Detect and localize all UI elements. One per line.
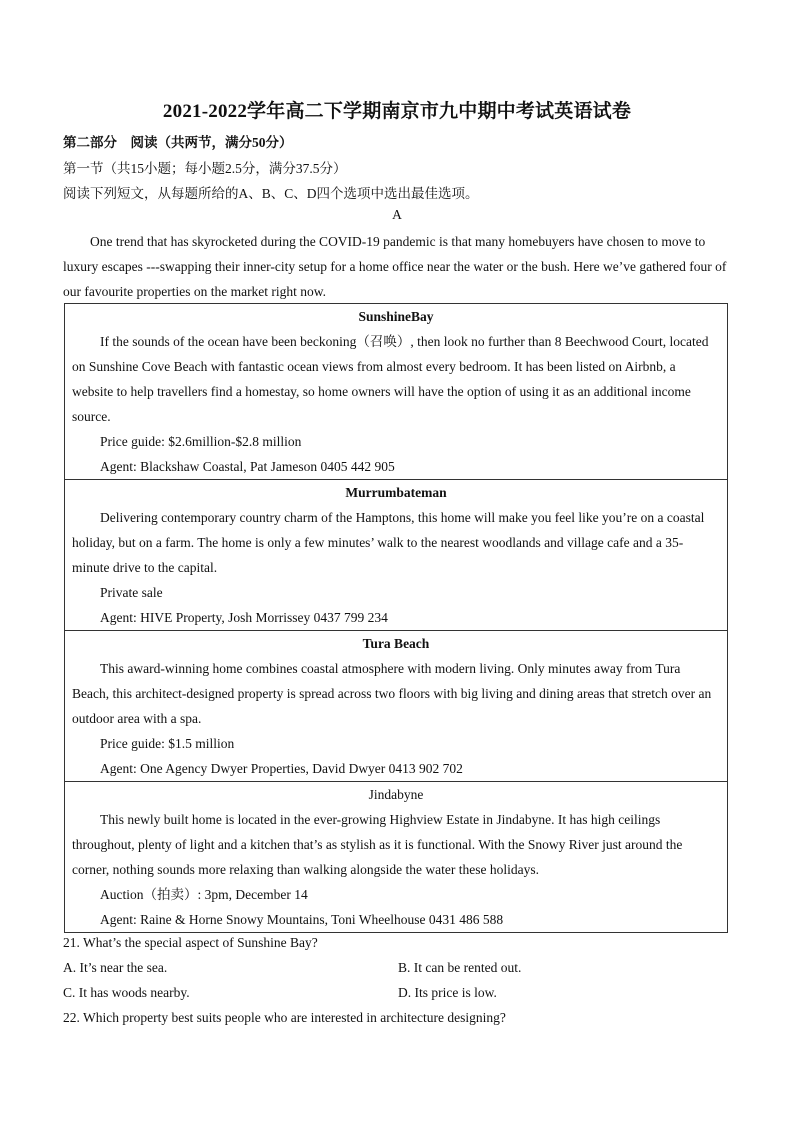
subsection-title: 第一节（共15小题；每小题2.5分，满分37.5分） <box>63 161 347 176</box>
property-name: Murrumbateman <box>345 485 447 500</box>
property-agent: Agent: Blackshaw Coastal, Pat Jameson 0405 442 905 <box>100 459 395 474</box>
exam-title: 2021-2022学年高二下学期南京市九中期中考试英语试卷 <box>162 101 632 122</box>
property-price: Price guide: $1.5 million <box>100 736 235 751</box>
property-description: This newly built home is located in the ever-growing Highview Estate in Jindabyne. It has high ceilings throughout, plenty of light and a kitchen that’s as stylish as it is functional. With the Snowy River just around the corner, nothing sounds more relaxing than walking alongside the water these holidays. <box>72 812 683 877</box>
question-21-option-c: C. It has woods nearby. <box>63 985 190 1000</box>
property-price: Price guide: $2.6million-$2.8 million <box>100 434 302 449</box>
property-description: If the sounds of the ocean have been beckoning（召唤）, then look no further than 8 Beechwood Court, located on Sunshine Cove Beach with fantastic ocean views from almost every bedroom. It has been listed on Airbnb, a website to help travellers find a homestay, so home owners will have the option of using it as an additional income source. <box>72 334 709 424</box>
property-agent: Agent: Raine & Horne Snowy Mountains, Toni Wheelhouse 0431 486 588 <box>100 912 504 927</box>
property-name: Jindabyne <box>368 787 424 802</box>
question-21-option-a: A. It’s near the sea. <box>63 960 168 975</box>
instructions: 阅读下列短文，从每题所给的A、B、C、D四个选项中选出最佳选项。 <box>63 186 479 201</box>
question-21-option-b: B. It can be rented out. <box>398 960 522 975</box>
question-22-stem: 22. Which property best suits people who are interested in architecture designing? <box>63 1010 506 1025</box>
property-row <box>65 631 728 782</box>
passage-intro <box>63 229 731 304</box>
property-row <box>65 480 728 631</box>
property-price: Private sale <box>100 585 163 600</box>
question-21-stem: 21. What’s the special aspect of Sunshine Bay? <box>63 935 318 950</box>
property-name: Tura Beach <box>362 636 430 651</box>
property-table <box>64 303 728 933</box>
property-price: Auction（拍卖）: 3pm, December 14 <box>100 887 308 902</box>
property-agent: Agent: HIVE Property, Josh Morrissey 0437 799 234 <box>100 610 388 625</box>
passage-label: A <box>392 207 402 222</box>
property-description: This award-winning home combines coastal atmosphere with modern living. Only minutes away from Tura Beach, this architect-designed property is spread across two floors with big living and dining areas that stretch over an outdoor area with a spa. <box>72 661 712 726</box>
property-agent: Agent: One Agency Dwyer Properties, David Dwyer 0413 902 702 <box>100 761 463 776</box>
intro-text: One trend that has skyrocketed during the COVID-19 pandemic is that many homebuyers have chosen to move to luxury escapes ---swapping their inner-city setup for a home office near the water or the bush. Here we’ve gathered four of our favourite properties on the market right now. <box>63 234 727 299</box>
property-row <box>65 782 728 933</box>
property-description: Delivering contemporary country charm of the Hamptons, this home will make you feel like you’re on a coastal holiday, but on a farm. The home is only a few minutes’ walk to the nearest woodlands and village cafe and a 35-minute drive to the capital. <box>72 510 705 575</box>
question-21-option-d: D. Its price is low. <box>398 985 497 1000</box>
property-row <box>65 304 728 480</box>
section-title: 第二部分 阅读（共两节，满分50分） <box>63 135 293 150</box>
property-name: SunshineBay <box>358 309 434 324</box>
